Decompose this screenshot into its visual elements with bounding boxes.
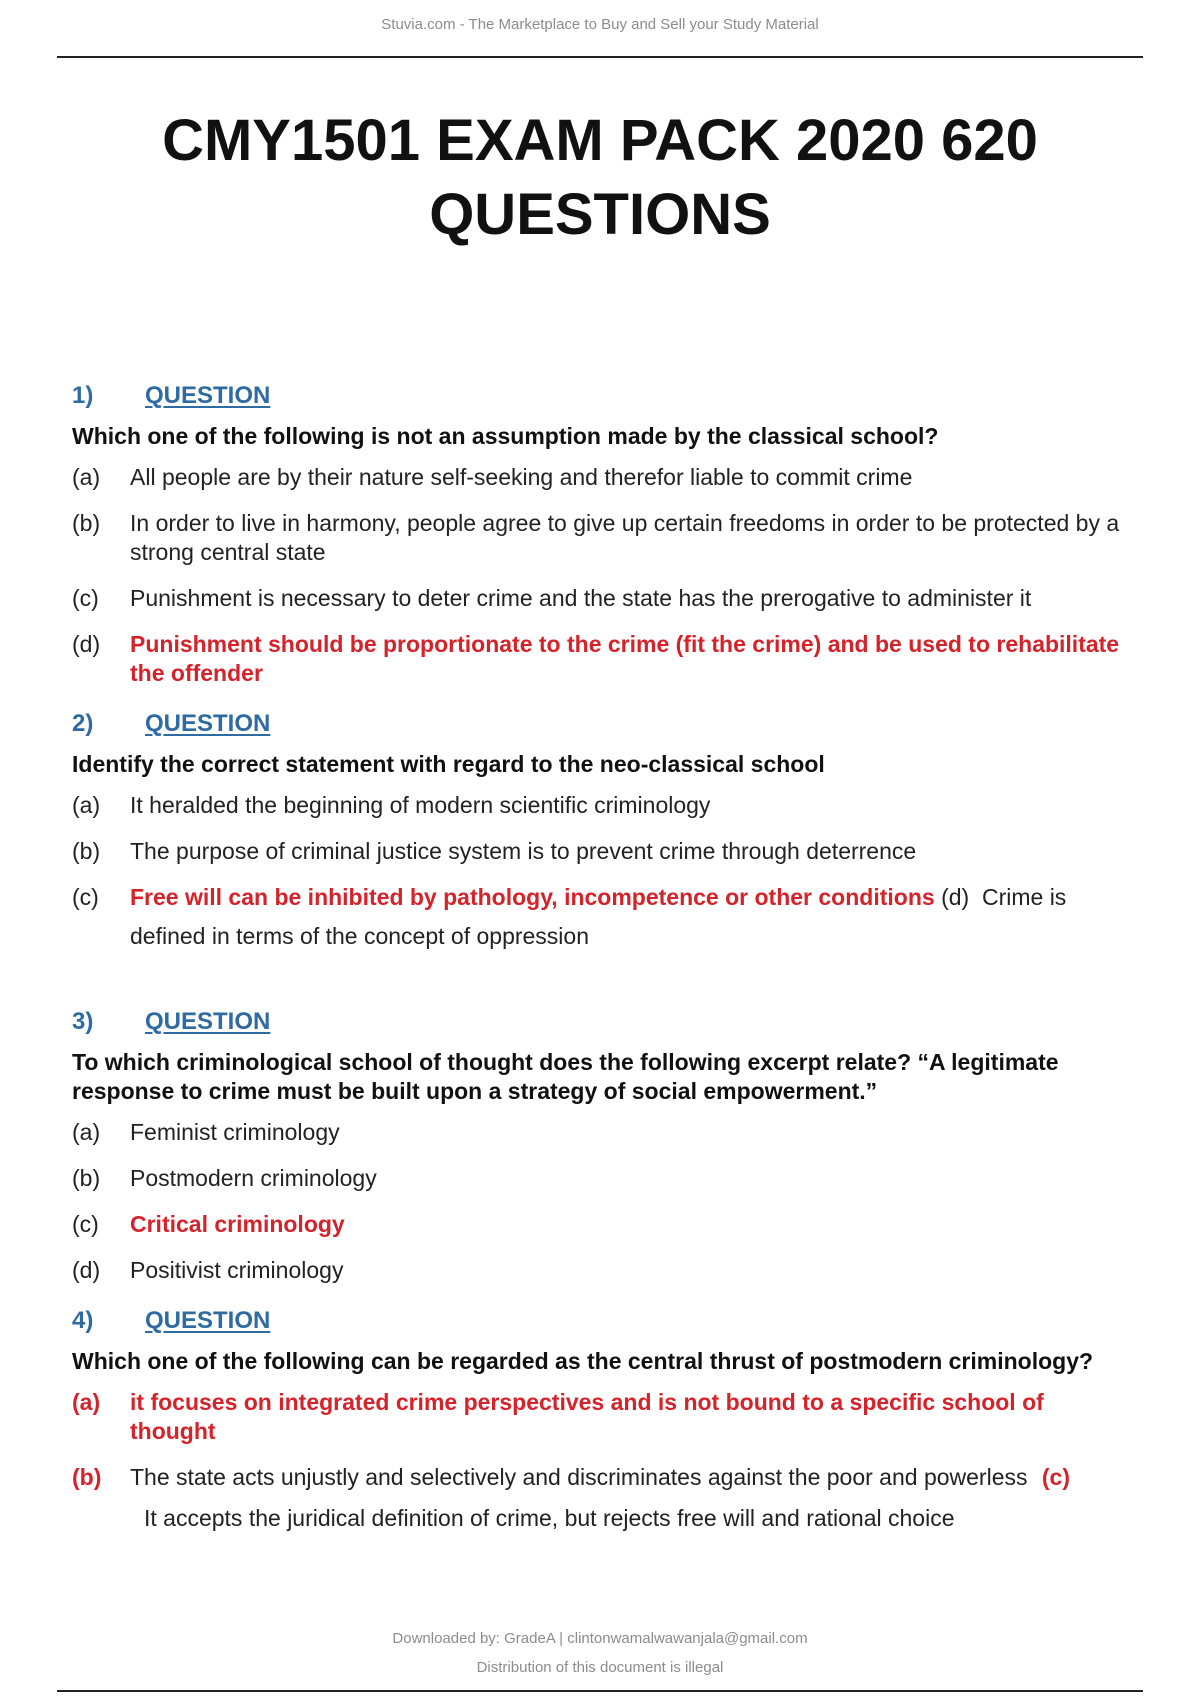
question-4-heading [72, 1307, 1132, 1341]
option-text: Punishment should be proportionate to the crime (fit the crime) and be used to rehabilitate the offender [130, 631, 1120, 686]
option-text: The state acts unjustly and selectively and discriminates against the poor and powerless [130, 1464, 1028, 1490]
option-letter: (c) [72, 884, 99, 910]
question-2-heading [72, 710, 1132, 744]
q2-option-c-d [72, 883, 1132, 912]
option-letter: (b) [72, 1165, 101, 1191]
option-text-line [130, 1463, 1132, 1492]
q3-option-a [72, 1118, 1132, 1147]
q4-option-b [72, 1463, 1132, 1492]
option-letter-c: (c) [1041, 1464, 1070, 1490]
question-4-text: Which one of the following can be regarded as the central thrust of postmodern criminology? [72, 1348, 1094, 1374]
option-letter: (c) [72, 1211, 99, 1237]
option-d-text-rest: defined in terms of the concept of oppression [130, 923, 590, 949]
option-letter: (d) [72, 631, 101, 657]
option-d-text-start: Crime is [981, 884, 1067, 910]
option-letter: (b) [72, 838, 101, 864]
q2-option-a [72, 791, 1132, 820]
option-letter: (a) [72, 464, 101, 490]
question-label: QUESTION [145, 710, 271, 737]
q2-option-d-continued [72, 922, 1132, 951]
question-label: QUESTION [145, 1307, 271, 1334]
question-3-text: To which criminological school of thought does the following excerpt relate? “A legitimate response to crime must be built upon a strategy of social empowerment.” [72, 1049, 1059, 1104]
question-1-text: Which one of the following is not an assumption made by the classical school? [72, 423, 939, 449]
q3-option-d [72, 1256, 1132, 1285]
option-text: it focuses on integrated crime perspectives and is not bound to a specific school of thought [130, 1389, 1044, 1444]
option-letter: (a) [72, 1389, 101, 1415]
option-text-line [130, 883, 1132, 912]
option-text: Critical criminology [130, 1211, 345, 1237]
question-number: 2) [72, 710, 94, 737]
option-letter: (c) [72, 585, 99, 611]
correct-option-text: Free will can be inhibited by pathology, incompetence or other conditions [130, 884, 935, 910]
footer-distribution-notice: Distribution of this document is illegal [476, 1659, 724, 1676]
question-number: 3) [72, 1008, 94, 1035]
option-text: In order to live in harmony, people agree to give up certain freedoms in order to be protected by a strong central state [130, 510, 1120, 565]
option-letter: (b) [72, 510, 101, 536]
option-letter: (d) [72, 1257, 101, 1283]
option-letter: (b) [72, 1464, 102, 1490]
q2-option-b [72, 837, 1132, 866]
question-2-text: Identify the correct statement with regard to the neo-classical school [72, 751, 825, 777]
question-number: 1) [72, 382, 94, 409]
option-text: Feminist criminology [130, 1119, 340, 1145]
header-rule [57, 56, 1143, 58]
document-title [0, 104, 1200, 252]
question-label: QUESTION [145, 1008, 271, 1035]
questions-content [72, 382, 1132, 1550]
option-text: It heralded the beginning of modern scientific criminology [130, 792, 711, 818]
option-text: Postmodern criminology [130, 1165, 377, 1191]
question-number: 4) [72, 1307, 94, 1334]
q3-option-c-correct [72, 1210, 1132, 1239]
q1-option-c [72, 584, 1132, 613]
option-letter: (a) [72, 1119, 101, 1145]
q1-option-b [72, 509, 1132, 567]
option-letter-d: (d) [941, 884, 970, 910]
title-line-2: QUESTIONS [429, 182, 771, 247]
q4-option-a-correct [72, 1388, 1132, 1446]
question-label: QUESTION [145, 382, 271, 409]
q1-option-a [72, 463, 1132, 492]
question-1-heading [72, 382, 1132, 416]
title-line-1: CMY1501 EXAM PACK 2020 620 [162, 108, 1038, 173]
option-text: It accepts the juridical definition of crime, but rejects free will and rational choice [144, 1505, 955, 1531]
q4-option-c-continued [72, 1504, 1132, 1533]
option-letter: (a) [72, 792, 101, 818]
option-text: All people are by their nature self-seeking and therefor liable to commit crime [130, 464, 913, 490]
option-text: Punishment is necessary to deter crime and the state has the prerogative to administer it [130, 585, 1032, 611]
option-text: Positivist criminology [130, 1257, 344, 1283]
footer-rule [57, 1690, 1143, 1692]
footer-downloaded-by: Downloaded by: GradeA | clintonwamalwawanjala@gmail.com [392, 1630, 808, 1647]
q1-option-d-correct [72, 630, 1132, 688]
option-indent [72, 922, 130, 951]
page-header: Stuvia.com - The Marketplace to Buy and Sell your Study Material [381, 16, 819, 33]
question-3-heading [72, 1008, 1132, 1042]
option-indent [72, 1504, 144, 1533]
option-text: The purpose of criminal justice system is to prevent crime through deterrence [130, 838, 917, 864]
spacer [72, 968, 1132, 1008]
q3-option-b [72, 1164, 1132, 1193]
